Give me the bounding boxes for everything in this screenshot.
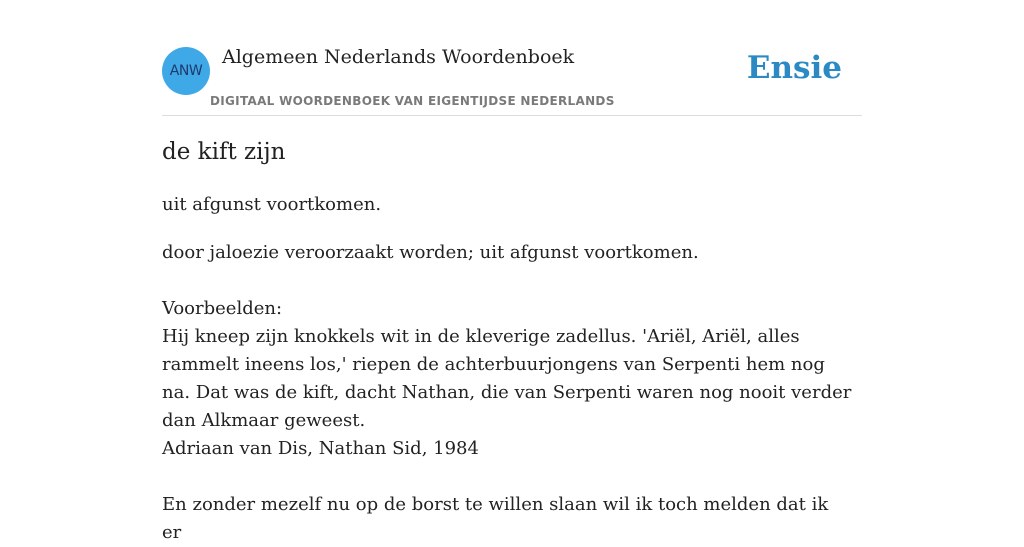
site-header bbox=[162, 0, 862, 116]
example-source: Adriaan van Dis, Nathan Sid, 1984 bbox=[162, 438, 479, 459]
example-text: En zonder mezelf nu op de borst te willen slaan wil ik toch melden dat ik er bbox=[162, 494, 829, 543]
dictionary-title[interactable]: Algemeen Nederlands Woordenboek bbox=[222, 46, 575, 68]
anw-logo[interactable]: ANW bbox=[162, 47, 210, 95]
spacer bbox=[162, 463, 852, 491]
entry-body bbox=[162, 239, 852, 547]
dictionary-subtitle: DIGITAAL WOORDENBOEK VAN EIGENTIJDSE NEDERLANDS bbox=[210, 94, 615, 108]
short-definition: uit afgunst voortkomen. bbox=[162, 194, 382, 215]
page-container bbox=[162, 0, 862, 543]
definition-text: door jaloezie veroorzaakt worden; uit afgunst voortkomen. bbox=[162, 242, 699, 263]
entry-headword: de kift zijn bbox=[162, 139, 286, 165]
spacer bbox=[162, 267, 852, 295]
example-text: Hij kneep zijn knokkels wit in de kleverige zadellus. 'Ariël, Ariël, alles rammelt ineens los,' riepen de achterbuurjongens van Serpenti hem nog na. Dat was de kift, dacht Nathan, die van Serpenti waren nog nooit verder dan Alkmaar geweest. bbox=[162, 326, 852, 431]
examples-label: Voorbeelden: bbox=[162, 298, 283, 319]
ensie-brand-link[interactable]: Ensie bbox=[746, 50, 842, 86]
